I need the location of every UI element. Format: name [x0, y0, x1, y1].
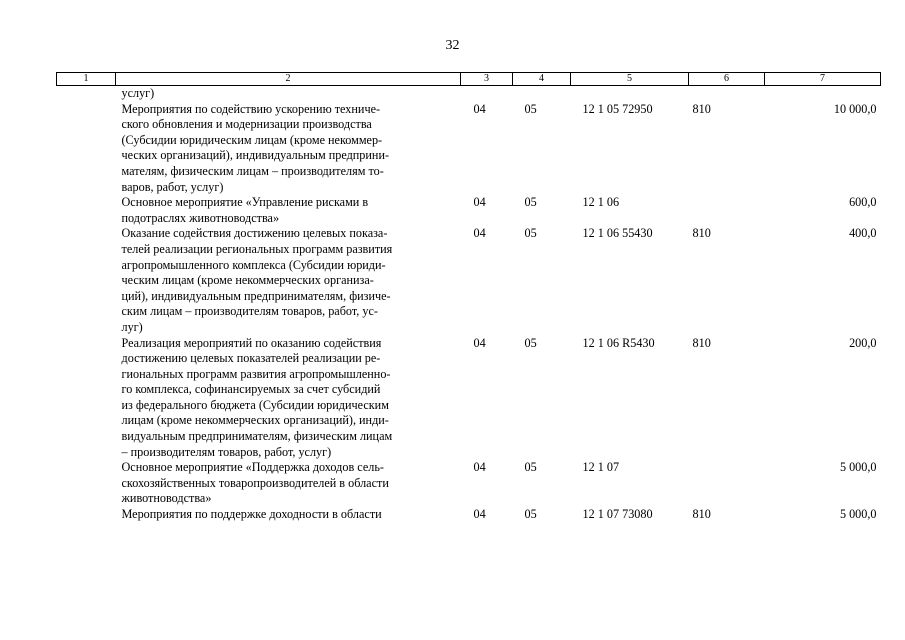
header-col-3: 3: [461, 73, 513, 86]
header-col-7: 7: [765, 73, 881, 86]
cell-col-1: [57, 507, 116, 523]
header-col-4: 4: [513, 73, 571, 86]
cell-col-1: [57, 460, 116, 507]
description-line: ций), индивидуальным предпринимателям, физиче-: [121, 288, 391, 303]
subsection-code: 05: [524, 507, 537, 522]
row-description: [116, 226, 461, 335]
table-row: [57, 102, 881, 196]
description-line: варов, работ, услуг): [121, 179, 224, 194]
description-line: гиональных программ развития агропромышленно-: [121, 366, 391, 381]
row-description: [116, 460, 461, 507]
section-code: 04: [473, 507, 486, 522]
subsection-code: 05: [524, 335, 537, 350]
section-code: 04: [473, 460, 486, 475]
budget-table: [56, 72, 881, 523]
amount: 600,0: [849, 195, 877, 210]
header-col-6: 6: [689, 73, 765, 86]
cell-col-1: [57, 226, 116, 335]
description-line: Оказание содействия достижению целевых показа-: [121, 226, 388, 241]
description-line: скохозяйственных товаропроизводителей в области: [121, 475, 389, 490]
column-number-header: [57, 73, 881, 86]
description-line: мателям, физическим лицам – производителям то-: [121, 163, 384, 178]
subsection-code: 05: [524, 460, 537, 475]
description-line: Основное мероприятие «Поддержка доходов сель-: [121, 460, 384, 475]
description-line: агропромышленного комплекса (Субсидии юриди-: [121, 257, 386, 272]
header-col-1: 1: [57, 73, 116, 86]
subsection-code: 05: [524, 101, 537, 116]
continuation-text: услуг): [121, 86, 155, 100]
expense-type-code: [689, 460, 765, 507]
description-line: го комплекса, софинансируемых за счет субсидий: [121, 382, 381, 397]
description-line: Реализация мероприятий по оказанию содействия: [121, 335, 382, 350]
table-row: [57, 507, 881, 523]
row-description: [116, 195, 461, 226]
amount: 10 000,0: [833, 101, 877, 116]
expense-type-code: 810: [692, 507, 711, 522]
table-row: [57, 195, 881, 226]
description-line: лицам (кроме некоммерческих организаций), инди-: [121, 413, 389, 428]
target-article-code: 12 1 07: [582, 460, 620, 475]
row-description: [116, 507, 461, 523]
description-line: луг): [121, 319, 143, 334]
section-code: 04: [473, 226, 486, 241]
description-line: Мероприятия по поддержке доходности в области: [121, 507, 382, 522]
cell-col-1: [57, 102, 116, 196]
table-row: [57, 226, 881, 335]
description-line: из федерального бюджета (Субсидии юридическим: [121, 397, 389, 412]
description-line: Основное мероприятие «Управление рисками в: [121, 195, 369, 210]
description-line: подотраслях животноводства»: [121, 210, 280, 225]
description-line: ческим лицам (кроме некоммерческих организа-: [121, 273, 374, 288]
section-code: 04: [473, 195, 486, 210]
expense-type-code: 810: [692, 101, 711, 116]
header-col-2: 2: [116, 73, 461, 86]
subsection-code: 05: [524, 195, 537, 210]
subsection-code: 05: [524, 226, 537, 241]
description-line: (Субсидии юридическим лицам (кроме некоммер-: [121, 132, 383, 147]
section-code: 04: [473, 335, 486, 350]
cell-col-1: [57, 336, 116, 461]
amount: 400,0: [849, 226, 877, 241]
page-number: 32: [445, 38, 460, 53]
description-line: животноводства»: [121, 491, 212, 506]
description-line: ческих организаций), индивидуальным предприни-: [121, 148, 390, 163]
description-line: видуальным предпринимателям, физическим лицам: [121, 429, 393, 444]
header-col-5: 5: [571, 73, 689, 86]
description-line: Мероприятия по содействию ускорению техниче-: [121, 101, 381, 116]
table-body: [57, 86, 881, 523]
expense-type-code: 810: [692, 335, 711, 350]
target-article-code: 12 1 05 72950: [582, 101, 653, 116]
amount: 5 000,0: [839, 507, 877, 522]
expense-type-code: [689, 195, 765, 226]
expense-type-code: 810: [692, 226, 711, 241]
row-description: [116, 336, 461, 461]
table-row: [57, 336, 881, 461]
cell-col-1: [57, 195, 116, 226]
description-line: – производителям товаров, работ, услуг): [121, 444, 332, 459]
row-description: [116, 102, 461, 196]
target-article-code: 12 1 06 R5430: [582, 335, 655, 350]
description-line: достижению целевых показателей реализации ре-: [121, 351, 381, 366]
description-line: ским лицам – производителям товаров, работ, ус-: [121, 304, 378, 319]
amount: 200,0: [849, 335, 877, 350]
description-line: ского обновления и модернизации производства: [121, 117, 372, 132]
amount: 5 000,0: [839, 460, 877, 475]
continuation-row: [57, 86, 881, 102]
section-code: 04: [473, 101, 486, 116]
description-line: телей реализации региональных программ развития: [121, 241, 393, 256]
target-article-code: 12 1 07 73080: [582, 507, 653, 522]
table-row: [57, 460, 881, 507]
target-article-code: 12 1 06 55430: [582, 226, 653, 241]
target-article-code: 12 1 06: [582, 195, 620, 210]
